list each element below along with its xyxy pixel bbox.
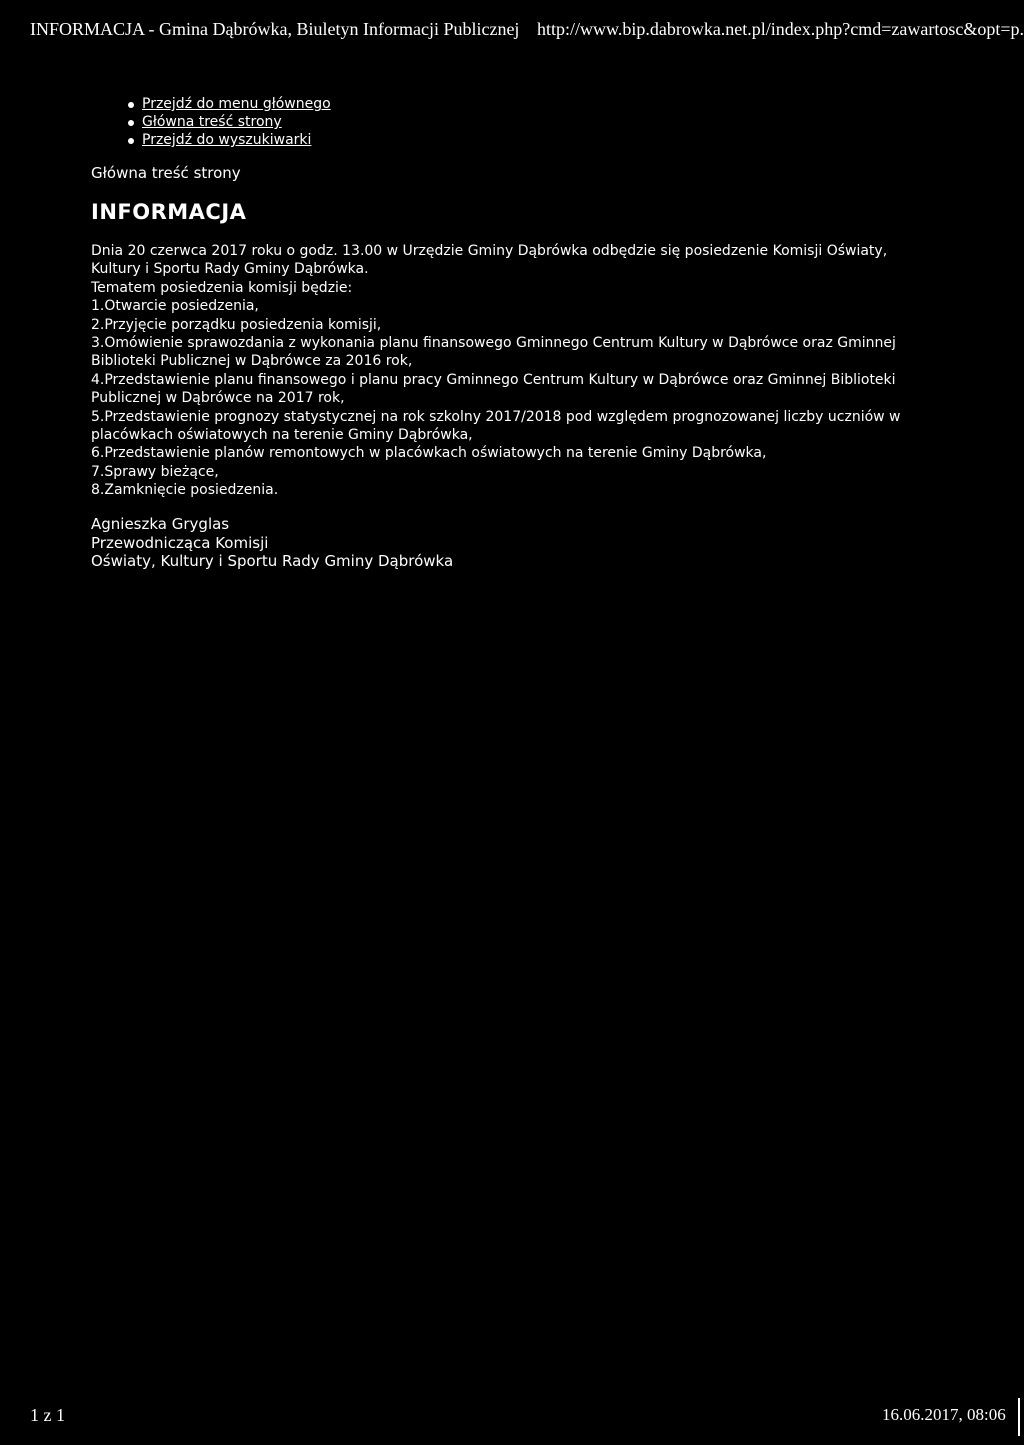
page-title: INFORMACJA xyxy=(91,200,247,224)
print-header-url: http://www.bip.dabrowka.net.pl/index.php?cmd=zawartosc&opt=p. xyxy=(537,19,1024,39)
print-footer-datetime: 16.06.2017, 08:06 xyxy=(882,1405,1006,1424)
skip-link-item xyxy=(125,95,331,113)
agenda-item: 3.Omówienie sprawozdania z wykonania planu finansowego Gminnego Centrum Kultury w Dąbrówce oraz Gminnej Biblioteki Publicznej w Dąbrówce za 2016 rok, xyxy=(91,335,896,370)
skip-link-item xyxy=(125,113,331,131)
agenda-heading: Tematem posiedzenia komisji będzie: xyxy=(91,279,353,296)
agenda-item: 8.Zamknięcie posiedzenia. xyxy=(91,482,279,499)
page-edge-mark xyxy=(1018,1398,1020,1436)
print-header xyxy=(30,19,1024,43)
agenda-item: 2.Przyjęcie porządku posiedzenia komisji, xyxy=(91,316,382,333)
agenda-item: 4.Przedstawienie planu finansowego i planu pracy Gminnego Centrum Kultury w Dąbrówce oraz Gminnej Biblioteki Publicznej w Dąbrówce na 2017 rok, xyxy=(91,371,896,407)
agenda-item: 6.Przedstawienie planów remontowych w placówkach oświatowych na terenie Gminy Dąbrówka, xyxy=(91,445,767,462)
print-header-title: INFORMACJA - Gmina Dąbrówka, Biuletyn Informacji Publicznej xyxy=(30,19,520,39)
main-content-label: Główna treść strony xyxy=(91,164,241,182)
skip-links xyxy=(125,95,331,149)
signatory-name: Agnieszka Gryglas xyxy=(91,515,230,533)
announcement-body xyxy=(91,242,926,500)
skip-link-item xyxy=(125,131,331,149)
print-footer-page: 1 z 1 xyxy=(30,1405,65,1425)
agenda-item: 7.Sprawy bieżące, xyxy=(91,463,219,480)
agenda-item: 5.Przedstawienie prognozy statystycznej na rok szkolny 2017/2018 pod względem prognozowanej liczby uczniów w placówkach oświatowych na terenie Gminy Dąbrówka, xyxy=(91,408,901,444)
skip-to-main-menu-link[interactable]: Przejdź do menu głównego xyxy=(142,96,331,112)
announcement-intro: Dnia 20 czerwca 2017 roku o godz. 13.00 w Urzędzie Gminy Dąbrówka odbędzie się posiedzenie Komisji Oświaty, Kultury i Sportu Rady Gminy Dąbrówka. xyxy=(91,243,888,278)
skip-to-search-link[interactable]: Przejdź do wyszukiwarki xyxy=(142,132,312,148)
signatory-body: Oświaty, Kultury i Sportu Rady Gminy Dąbrówka xyxy=(91,552,454,571)
agenda-item: 1.Otwarcie posiedzenia, xyxy=(91,298,259,315)
skip-to-content-link[interactable]: Główna treść strony xyxy=(142,114,282,130)
signature-block xyxy=(91,515,453,571)
signatory-role: Przewodnicząca Komisji xyxy=(91,533,269,552)
